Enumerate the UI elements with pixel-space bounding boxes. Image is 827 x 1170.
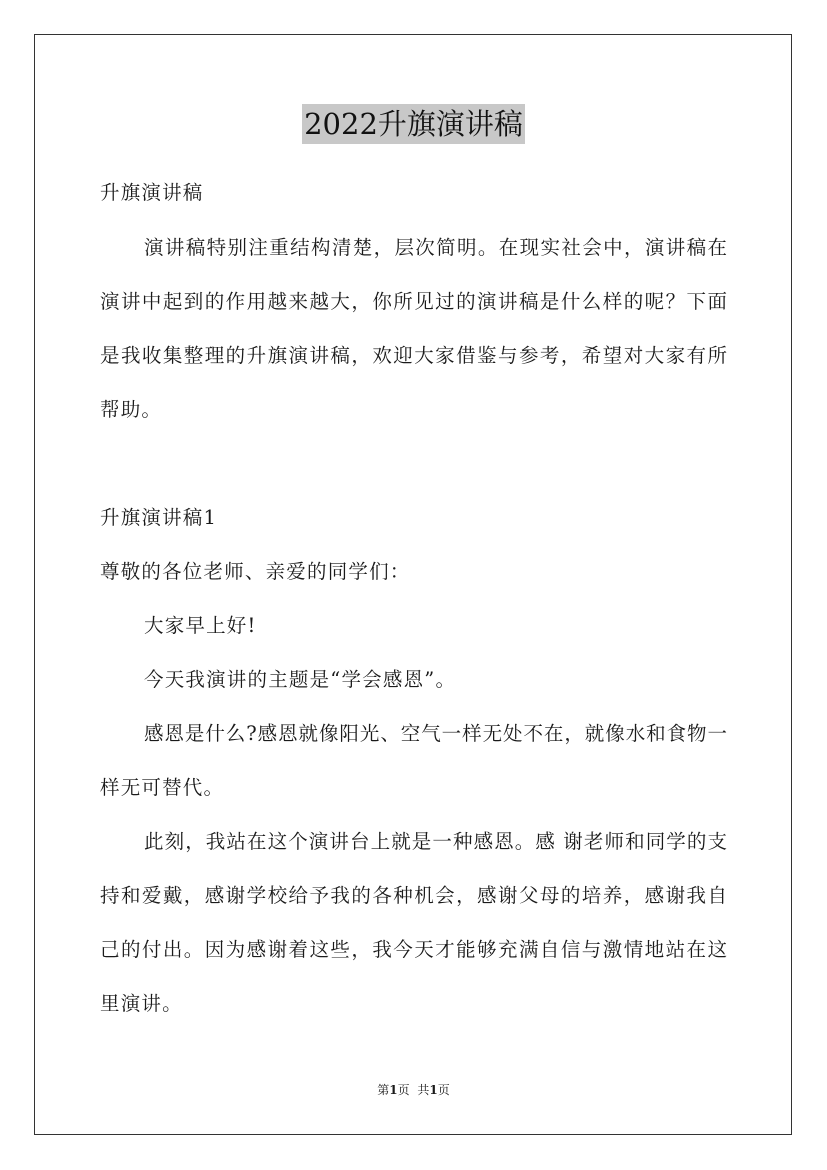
document-heading: 升旗演讲稿	[100, 181, 204, 204]
footer-page-suffix: 页	[397, 1083, 410, 1097]
footer-page-number: 1	[389, 1083, 398, 1097]
page-footer	[0, 1082, 827, 1098]
para1-line-2: 样无可替代。	[100, 776, 225, 799]
para2-line-2: 持和爱戴，感谢学校给予我的各种机会，感谢父母的培养，感谢我自	[100, 884, 727, 907]
para1-line-1: 感恩是什么?感恩就像阳光、空气一样无处不在，就像水和食物一	[144, 722, 727, 745]
footer-total-pages: 1	[429, 1083, 438, 1097]
theme-line: 今天我演讲的主题是“学会感恩”。	[144, 668, 457, 691]
intro-line-2: 演讲中起到的作用越来越大，你所见过的演讲稿是什么样的呢？下面	[100, 290, 727, 313]
intro-line-3: 是我收集整理的升旗演讲稿，欢迎大家借鉴与参考，希望对大家有所	[100, 344, 727, 367]
para2-line-1: 此刻，我站在这个演讲台上就是一种感恩。感 谢老师和同学的支	[144, 830, 727, 853]
greeting: 大家早上好!	[144, 614, 257, 637]
intro-line-4: 帮助。	[100, 398, 163, 421]
intro-line-1: 演讲稿特别注重结构清楚，层次简明。在现实社会中，演讲稿在	[144, 236, 727, 259]
para2-line-3: 己的付出。因为感谢着这些，我今天才能够充满自信与激情地站在这	[100, 938, 727, 961]
footer-total-suffix: 页	[437, 1083, 450, 1097]
salutation: 尊敬的各位老师、亲爱的同学们：	[100, 560, 411, 583]
document-title: 2022升旗演讲稿	[302, 104, 525, 144]
footer-prefix: 第	[377, 1083, 390, 1097]
footer-total-prefix: 共	[417, 1083, 430, 1097]
title-container	[0, 104, 827, 144]
para2-line-4: 里演讲。	[100, 992, 183, 1015]
section-title: 升旗演讲稿1	[100, 506, 218, 529]
